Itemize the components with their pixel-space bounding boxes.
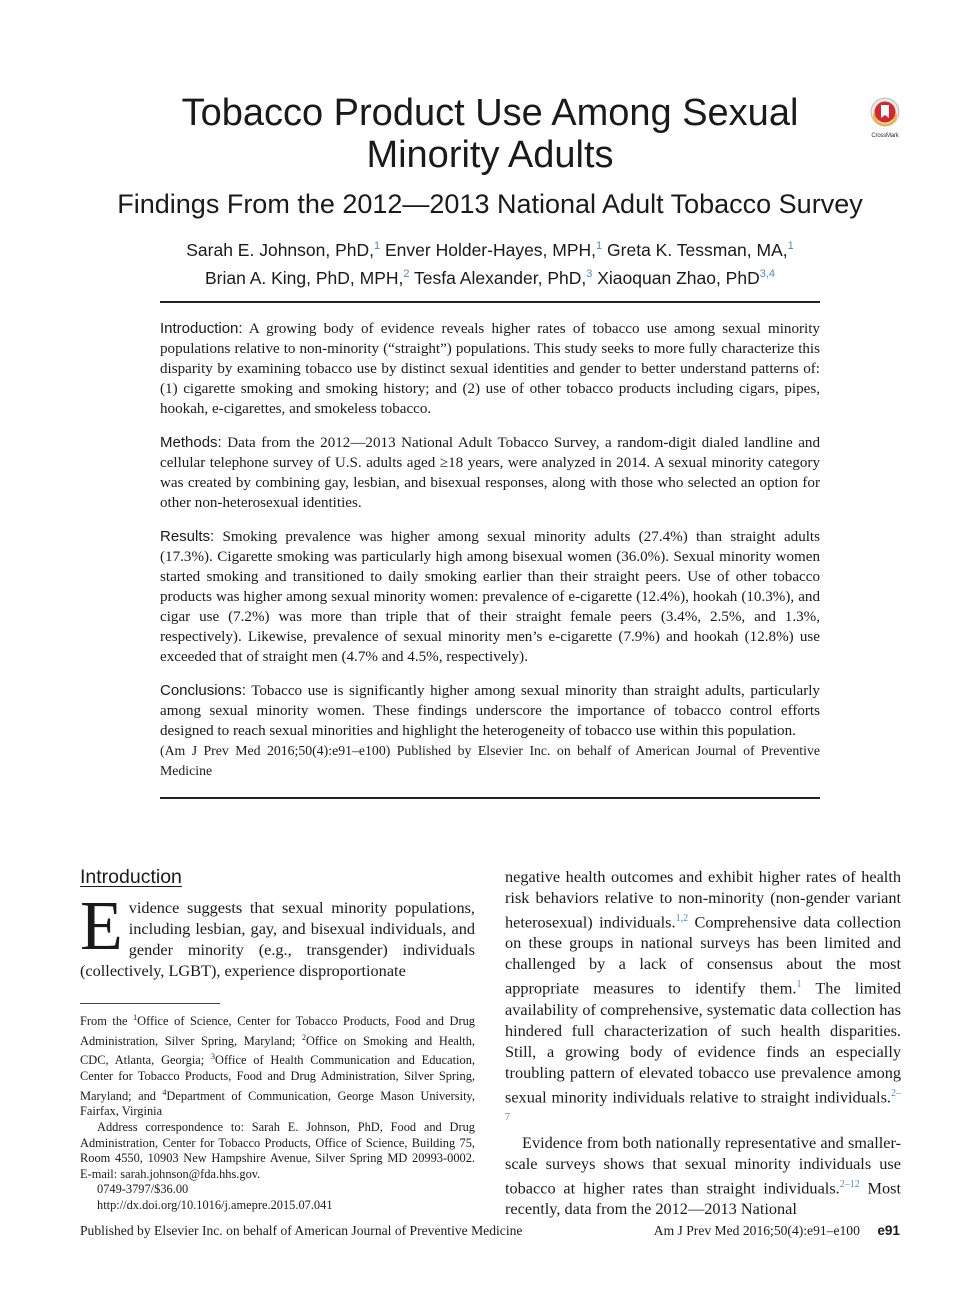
abstract-conclusions xyxy=(160,681,820,781)
footer-journal-ref: Am J Prev Med 2016;50(4):e91–e100 xyxy=(653,1223,860,1238)
abstract-introduction xyxy=(160,319,820,419)
doi-link[interactable]: http://dx.doi.org/10.1016/j.amepre.2015.07.041 xyxy=(97,1198,333,1213)
intro-paragraph-1 xyxy=(80,888,475,981)
reference-link[interactable]: 1,2 xyxy=(675,913,689,924)
abstract-bottom-rule xyxy=(160,797,820,799)
abstract-methods xyxy=(160,433,820,513)
abstract-top-rule xyxy=(160,301,820,303)
reference-link[interactable]: 2–12 xyxy=(839,1178,860,1190)
abstract-results-label: Results: xyxy=(160,528,215,545)
author-5[interactable]: Tesfa Alexander, PhD,$^3$ xyxy=(414,267,593,288)
footer-journal-info xyxy=(654,1223,900,1239)
footnotes xyxy=(80,1010,475,1214)
article-title xyxy=(80,92,900,176)
intro-paragraph-1-continued: negative health outcomes and exhibit higher rates of health risk behaviors relative to non-minority (non-gender variant heterosexual) individuals.$^{1,2}$ Comprehensive data collection on these groups in national surveys has been limited and challenged by a lack of consensus about the most appropriate measures to identify them.$^1$ The limited availability of comprehensive, systematic data collection has hindered full characterization of such health disparities. Still, a growing body of evidence finds an especially troubling pattern of elevated tobacco use prevalence among sexual minority individuals relative to straight individuals.$^{2-7}$ xyxy=(505,867,901,1124)
author-3[interactable]: Greta K. Tessman, MA,$^1$ xyxy=(607,239,794,260)
section-heading-introduction: Introduction xyxy=(80,866,182,888)
author-2[interactable]: Enver Holder-Hayes, MPH,$^1$ xyxy=(385,239,603,260)
author-6[interactable]: Xiaoquan Zhao, PhD$^{3,4}$ xyxy=(597,267,776,288)
affiliations: From the $^1$Office of Science, Center for Tobacco Products, Food and Drug Administration, Silver Spring, Maryland; $^2$Office on Smoking and Health, CDC, Atlanta, Georgia; $^3$Office of Health Communication and Education, Center for Tobacco Products, Food and Drug Administration, Silver Spring, Maryland; and $^4$Department of Communication, George Mason University, Fairfax, Virginia xyxy=(80,1013,476,1119)
article-subtitle: Findings From the 2012—2013 National Adult Tobacco Survey xyxy=(117,189,863,219)
crossmark-label: CrossMark xyxy=(871,133,899,139)
crossmark-badge[interactable] xyxy=(866,97,904,139)
title-line-1: Tobacco Product Use Among Sexual xyxy=(181,92,799,134)
abstract-results-text: Smoking prevalence was higher among sexual minority adults (27.4%) than straight adults (17.3%). Cigarette smoking was particularly high among bisexual women (36.0%). Sexual minority women started smoking and transitioned to daily smoking earlier than their straight peers. Use of other tobacco products was higher among sexual minority women: prevalence of e-cigarette (12.4%), hookah (10.3%), and cigar use (7.2%) was more than triple that of their straight female peers (3.4%, 2.5%, and 1.3%, respectively). Likewise, prevalence of sexual minority men’s e-cigarette (7.9%) and hookah (12.8%) use exceeded that of straight men (4.7% and 4.5%, respectively). xyxy=(160,529,820,665)
article-header xyxy=(80,92,900,290)
author-list xyxy=(80,234,900,290)
abstract-introduction-text: A growing body of evidence reveals higher rates of tobacco use among sexual minority populations relative to non-minority (“straight”) populations. This study seeks to more fully characterize this disparity by examining tobacco use by distinct sexual identities and gender to better understand patterns of: (1) cigarette smoking and smoking history; and (2) use of other tobacco products including cigars, pipes, hookah, e-cigarettes, and smokeless tobacco. xyxy=(160,321,820,417)
intro-paragraph-1-text: vidence suggests that sexual minority populations, including lesbian, gay, and bisexual individuals, and gender minority (e.g., transgender) individuals (collectively, LGBT), experience disproportionate xyxy=(80,898,475,980)
crossmark-icon xyxy=(870,97,900,127)
author-4[interactable]: Brian A. King, PhD, MPH,$^2$ xyxy=(204,267,410,288)
abstract-introduction-label: Introduction: xyxy=(160,320,243,337)
abstract-methods-text: Data from the 2012—2013 National Adult Tobacco Survey, a random-digit dialed landline and cellular telephone survey of U.S. adults aged ≥18 years, were analyzed in 2014. A sexual minority category was created by combining gay, lesbian, and bisexual responses, along with those who selected an option for other non-heterosexual identities. xyxy=(160,435,820,511)
footnote-rule xyxy=(80,1003,220,1004)
abstract-conclusions-label: Conclusions: xyxy=(160,682,246,699)
abstract-citation: (Am J Prev Med 2016;50(4):e91–e100) Published by Elsevier Inc. on behalf of American Journal of Preventive Medicine xyxy=(160,743,820,778)
body-column-left xyxy=(80,866,475,981)
title-line-2: Minority Adults xyxy=(366,134,614,176)
correspondence: Address correspondence to: Sarah E. Johnson, PhD, Food and Drug Administration, Center for Tobacco Products, Office of Science, Building 75, Room 4550, 10903 New Hampshire Avenue, Silver Spring MD 20993-0002. E-mail: sarah.johnson@fda.hhs.gov. xyxy=(80,1120,475,1181)
footer-publisher: Published by Elsevier Inc. on behalf of American Journal of Preventive Medicine xyxy=(80,1223,523,1238)
issn: 0749-3797/$36.00 xyxy=(97,1182,189,1197)
author-1[interactable]: Sarah E. Johnson, PhD,$^1$ xyxy=(186,239,381,260)
reference-link[interactable]: 2–7 xyxy=(505,1087,901,1124)
abstract-results xyxy=(160,527,820,667)
intro-paragraph-2: Evidence from both nationally representative and smaller-scale surveys shows that sexual minority individuals use tobacco at higher rates than straight individuals.$^{2-12}$ Most recently, data from the 2012—2013 National xyxy=(505,1132,901,1219)
abstract-methods-label: Methods: xyxy=(160,434,222,451)
reference-link[interactable]: 1 xyxy=(796,979,802,991)
abstract xyxy=(160,319,820,781)
abstract-conclusions-text: Tobacco use is significantly higher among sexual minority than straight adults, particularly among sexual minority women. These findings underscore the importance of tobacco control efforts designed to reach sexual minorities and highlight the heterogeneity of tobacco use within this population. xyxy=(160,683,820,739)
page-number: e91 xyxy=(877,1223,900,1238)
drop-cap: E xyxy=(80,888,123,965)
body-column-right xyxy=(505,866,901,1219)
